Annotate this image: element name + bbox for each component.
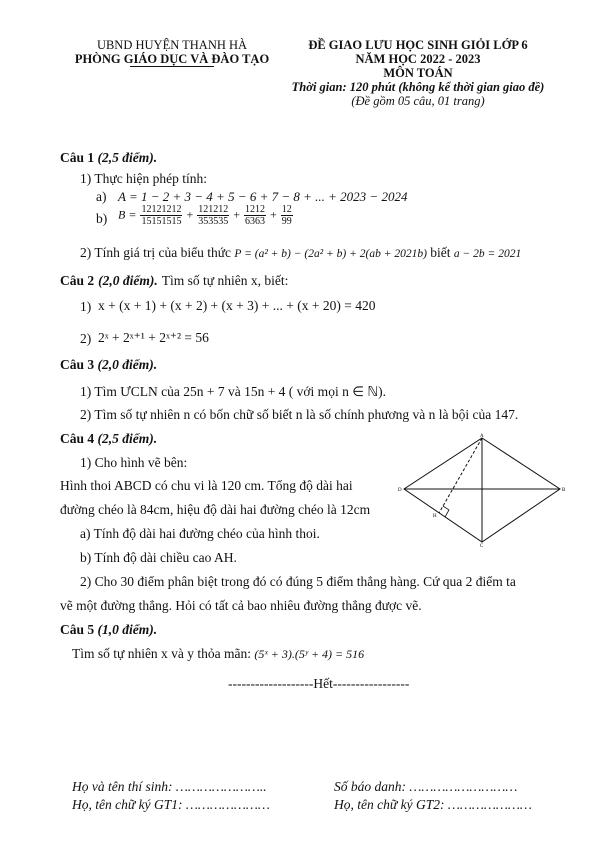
q4-a: a) Tính độ dài hai đường chéo của hình thoi. xyxy=(80,526,320,541)
q2-heading xyxy=(60,272,288,290)
q4-title: Câu 4 xyxy=(60,431,95,446)
q2-item1-label: 1) xyxy=(80,299,92,314)
department-name-text: PHÒNG GIÁO DỤC VÀ ĐÀO TẠO xyxy=(74,52,270,66)
q5-heading xyxy=(60,622,157,638)
q1-points: (2,5 điểm). xyxy=(97,150,158,165)
label-b: B xyxy=(562,488,566,493)
q5-points: (1,0 điểm). xyxy=(97,622,158,637)
frac-den: 353535 xyxy=(198,216,229,227)
footer-proctor2: Họ, tên chữ ký GT2: ………………… xyxy=(334,797,532,812)
q1-heading xyxy=(60,150,157,166)
header-left xyxy=(72,38,272,66)
q4-item2-line2: vẽ một đường thẳng. Hỏi có tất cả bao nhiêu đường thẳng được vẽ. xyxy=(60,598,422,613)
school-year: NĂM HỌC 2022 - 2023 xyxy=(355,52,481,66)
frac-den: 99 xyxy=(281,216,292,227)
exam-title: ĐỀ GIAO LƯU HỌC SINH GIỎI LỚP 6 xyxy=(308,38,528,52)
q1-b-lhs: B = xyxy=(118,207,137,222)
q2-intro: Tìm số tự nhiên x, biết: xyxy=(161,273,289,288)
q1-item2-mid: biết xyxy=(430,245,451,260)
q2-title: Câu 2 xyxy=(60,273,95,288)
q4-points: (2,5 điểm). xyxy=(97,431,158,446)
q4-line1: Hình thoi ABCD có chu vi là 120 cm. Tổng độ dài hai xyxy=(60,478,353,493)
q3-heading xyxy=(60,357,157,373)
q5-title: Câu 5 xyxy=(60,622,95,637)
q4-line2: đường chéo là 84cm, hiệu độ dài hai đường chéo là 12cm xyxy=(60,502,371,517)
q5-expr: (5ˣ + 3).(5ʸ + 4) = 516 xyxy=(254,647,365,661)
q1-item1: 1) Thực hiện phép tính: xyxy=(80,171,208,186)
plus-sign: + xyxy=(186,207,194,222)
footer-candidate-name: Họ và tên thí sinh: ………………….. xyxy=(72,779,267,794)
plus-sign: + xyxy=(233,207,240,222)
q1-b-frac-3 xyxy=(244,204,266,227)
q3-item2: 2) Tìm số tự nhiên n có bốn chữ số biết n là số chính phương và n là bội của 147. xyxy=(80,407,519,422)
q3-item1: 1) Tìm ƯCLN của 25n + 7 và 15n + 4 ( với mọi n ∈ ℕ). xyxy=(80,384,387,399)
q1-b-label: b) xyxy=(96,211,108,226)
q2-item1-expr: x + (x + 1) + (x + 2) + (x + 3) + ... + (x + 20) = 420 xyxy=(98,298,376,313)
frac-den: 6363 xyxy=(245,216,265,227)
duration: Thời gian: 120 phút (không kể thời gian giao đề) xyxy=(291,80,545,94)
q1-b-frac-4 xyxy=(281,204,293,227)
q1-b-expr xyxy=(118,204,294,227)
q4-b: b) Tính độ dài chiều cao AH. xyxy=(80,550,237,565)
q1-item2-cond: a − 2b = 2021 xyxy=(453,248,522,260)
q1-title: Câu 1 xyxy=(60,150,95,165)
altitude-ah xyxy=(439,438,482,513)
label-h: H xyxy=(433,514,437,519)
q3-points: (2,0 điểm). xyxy=(97,357,158,372)
right-angle-mark xyxy=(443,506,449,517)
q1-item2-expr: P = (a² + b) − (2a² + b) + 2(ab + 2021b) xyxy=(234,248,427,260)
frac-num: 121212 xyxy=(198,204,229,215)
page-info: (Đề gồm 05 câu, 01 trang) xyxy=(351,94,485,108)
label-a: A xyxy=(480,434,484,439)
q4-item2-line1: 2) Cho 30 điểm phân biệt trong đó có đúng 5 điểm thẳng hàng. Cứ qua 2 điểm ta xyxy=(80,574,516,589)
q1-b-frac-1 xyxy=(140,204,182,227)
q1-a-label: a) xyxy=(96,189,107,204)
frac-den: 15151515 xyxy=(141,216,182,227)
label-c: C xyxy=(480,544,484,547)
plus-sign: + xyxy=(270,207,277,222)
q1-item2 xyxy=(80,245,521,261)
label-d: D xyxy=(398,488,402,493)
q1-item2-text: 2) Tính giá trị của biểu thức xyxy=(80,245,232,260)
q5-line-text: Tìm số tự nhiên x và y thỏa mãn: xyxy=(72,646,252,661)
frac-num: 1212 xyxy=(245,204,265,215)
footer-proctor1: Họ, tên chữ ký GT1: ………………… xyxy=(72,797,270,812)
rhombus-figure xyxy=(395,432,570,547)
q4-heading xyxy=(60,431,157,447)
q2-points: (2,0 điểm). xyxy=(98,273,158,288)
subject: MÔN TOÁN xyxy=(383,66,453,80)
department-name xyxy=(72,52,272,66)
frac-num: 12 xyxy=(281,204,292,215)
q1-b-frac-2 xyxy=(197,204,229,227)
q5-line xyxy=(72,646,364,662)
q3-title: Câu 3 xyxy=(60,357,95,372)
q4-item1: 1) Cho hình vẽ bên: xyxy=(80,455,188,470)
header-left-divider xyxy=(130,66,214,67)
footer-candidate-number: Số báo danh: ……………………… xyxy=(334,779,518,794)
header-right xyxy=(283,38,553,108)
q1-a-expr: A = 1 − 2 + 3 − 4 + 5 − 6 + 7 − 8 + ... + 2023 − 2024 xyxy=(118,189,408,204)
district-name: UBND HUYỆN THANH HÀ xyxy=(96,38,248,52)
frac-num: 12121212 xyxy=(141,204,182,215)
q2-item2-expr: 2ˣ + 2ˣ⁺¹ + 2ˣ⁺² = 56 xyxy=(98,330,209,345)
end-mark: -------------------Hết----------------- xyxy=(228,676,410,691)
q2-item2-label: 2) xyxy=(80,331,92,346)
